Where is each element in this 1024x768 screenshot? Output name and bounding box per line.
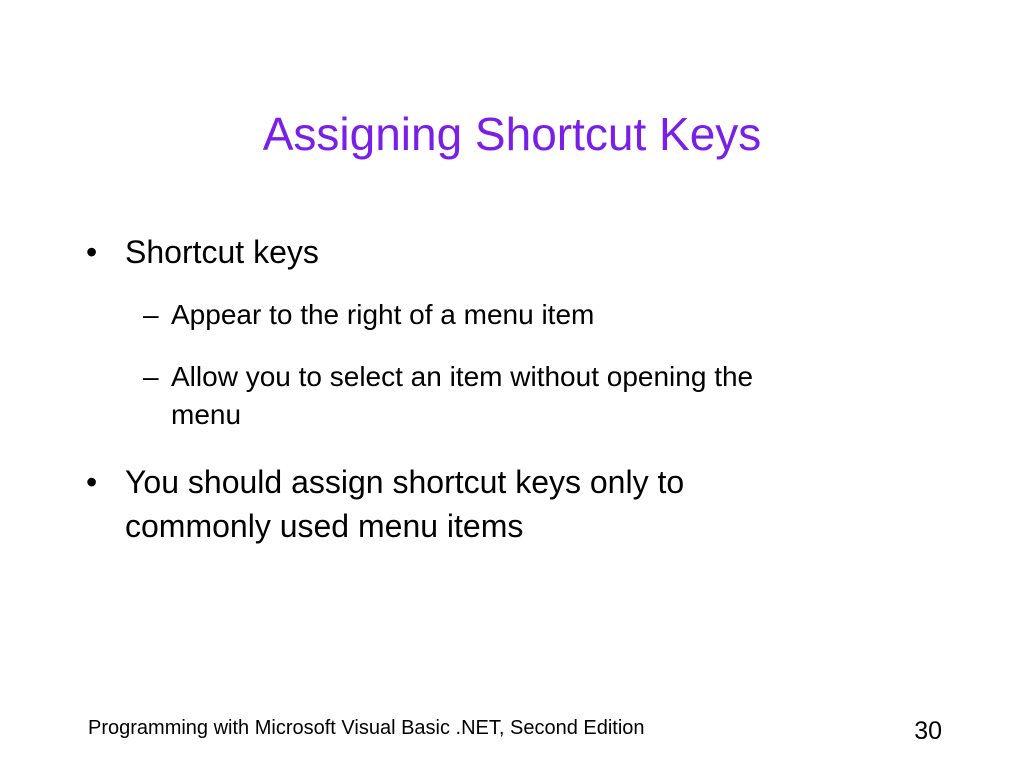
sub-bullet-marker: – — [143, 299, 159, 330]
slide-footer: Programming with Microsoft Visual Basic .NET, Second Edition — [88, 717, 645, 739]
bullet-marker: • — [86, 234, 98, 270]
bullet-text-line-1: You should assign shortcut keys only to — [125, 464, 685, 500]
sub-bullet-marker: – — [143, 361, 159, 392]
bullet-text-line-2: commonly used menu items — [125, 508, 524, 544]
sub-bullet-text-line-1: Allow you to select an item without opening the — [171, 361, 754, 392]
bullet-text: Shortcut keys — [125, 234, 319, 270]
sub-bullet-text: Appear to the right of a menu item — [171, 299, 595, 330]
slide-title: Assigning Shortcut Keys — [262, 108, 762, 160]
bullet-marker: • — [86, 464, 98, 500]
sub-bullet-text-line-2: menu — [171, 399, 242, 430]
page-number: 30 — [914, 717, 942, 745]
